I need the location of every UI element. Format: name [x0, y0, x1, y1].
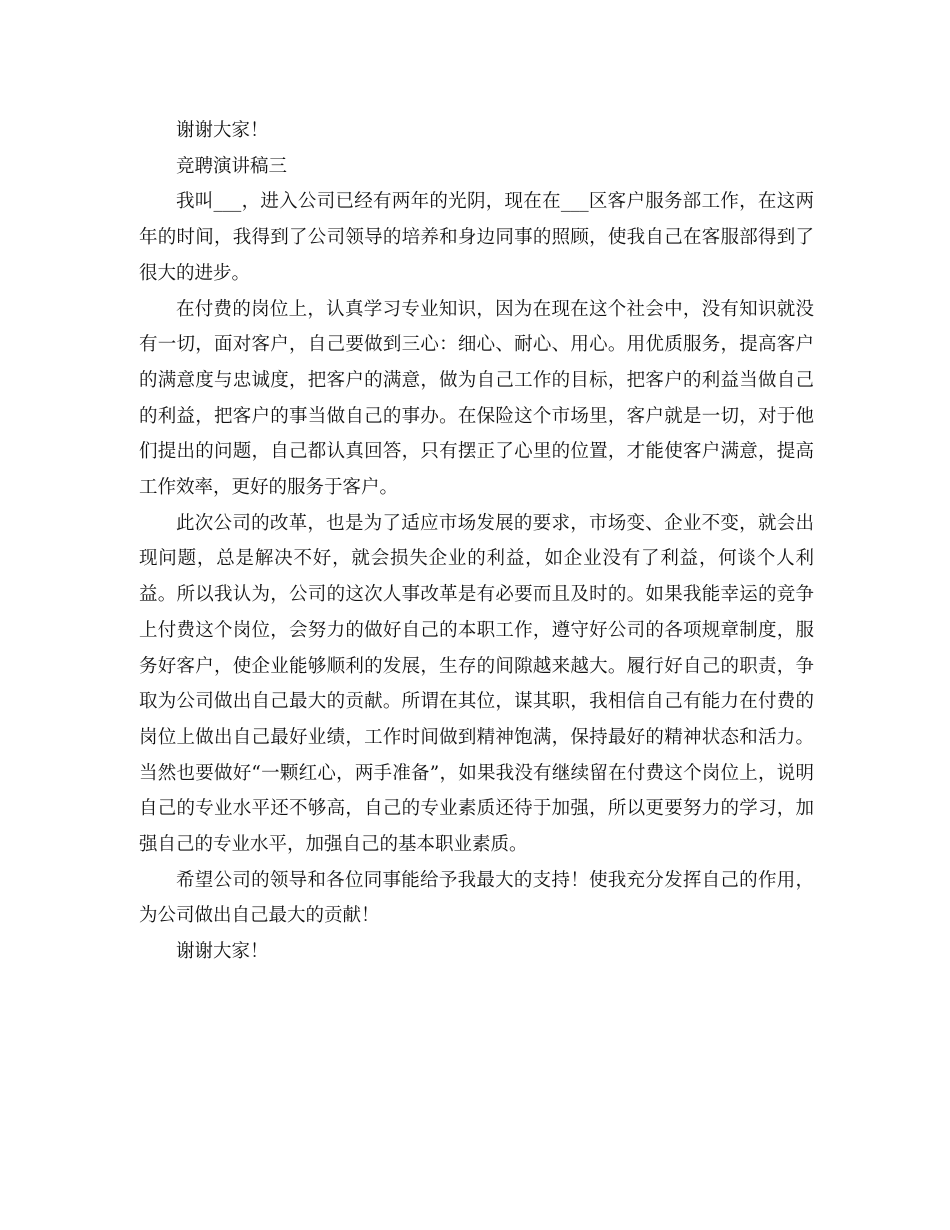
- section-title: 竞聘演讲稿三: [176, 155, 288, 177]
- paragraph-hope: 希望公司的领导和各位同事能给予我最大的支持！使我充分发挥自己的作用，为公司做出自己最大的贡献！: [139, 869, 814, 927]
- paragraph-service: 在付费的岗位上，认真学习专业知识，因为在现在这个社会中，没有知识就没有一切，面对客户，自己要做到三心：细心、耐心、用心。用优质服务，提高客户的满意度与忠诚度，把客户的满意，做为自己工作的目标，把客户的利益当做自己的利益，把客户的事当做自己的事办。在保险这个市场里，客户就是一切，对于他们提出的问题，自己都认真回答，只有摆正了心里的位置，才能使客户满意，提高工作效率，更好的服务于客户。: [139, 298, 814, 499]
- paragraph-intro: 我叫___，进入公司已经有两年的光阴，现在在___区客户服务部工作，在这两年的时间，我得到了公司领导的培养和身边同事的照顾，使我自己在客服部得到了很大的进步。: [139, 191, 814, 284]
- paragraph-reform: 此次公司的改革，也是为了适应市场发展的要求，市场变、企业不变，就会出现问题，总是解决不好，就会损失企业的利益，如企业没有了利益，何谈个人利益。所以我认为，公司的这次人事改革是有必要而且及时的。如果我能幸运的竞争上付费这个岗位，会努力的做好自己的本职工作，遵守好公司的各项规章制度，服务好客户，使企业能够顺利的发展，生存的间隙越来越大。履行好自己的职责，争取为公司做出自己最大的贡献。所谓在其位，谋其职，我相信自己有能力在付费的岗位上做出自己最好业绩，工作时间做到精神饱满，保持最好的精神状态和活力。当然也要做好“一颗红心，两手准备”，如果我没有继续留在付费这个岗位上，说明自己的专业水平还不够高，自己的专业素质还待于加强，所以更要努力的学习，加强自己的专业水平，加强自己的基本职业素质。: [139, 512, 814, 856]
- closing-thanks-bottom: 谢谢大家！: [176, 941, 269, 963]
- closing-thanks-top: 谢谢大家！: [176, 120, 269, 141]
- document-body: [139, 113, 814, 970]
